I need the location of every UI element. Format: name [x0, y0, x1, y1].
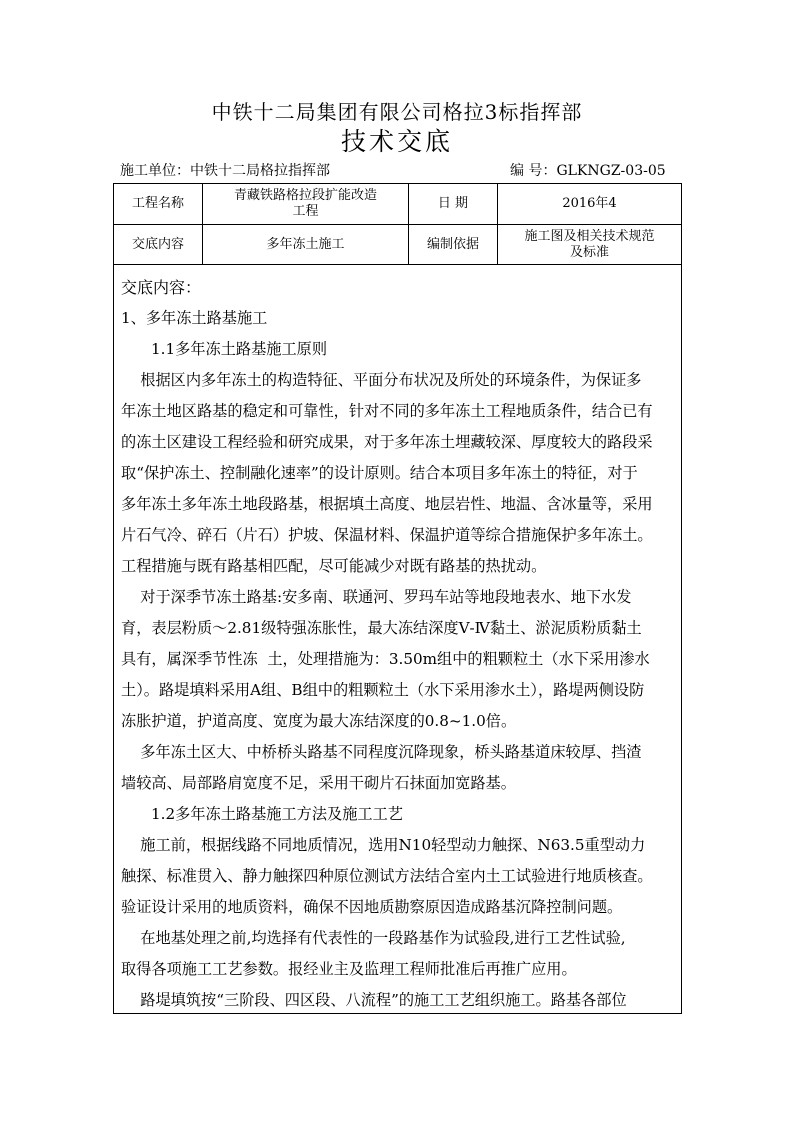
- date-value: 2016年4: [498, 184, 682, 225]
- construction-unit-label: 施工单位：中铁十二局格拉指挥部: [120, 163, 330, 179]
- basis-label: 编制依据: [409, 225, 498, 265]
- info-row-project: [114, 184, 682, 225]
- basis-line1: 施工图及相关技术规范: [524, 228, 655, 244]
- content-label: 交底内容: [114, 225, 203, 265]
- document-title: 技术交底: [340, 127, 453, 156]
- project-name-line1: 青藏铁路格拉段扩能改造: [233, 188, 377, 203]
- date-label: 日 期: [409, 184, 498, 225]
- info-table: [113, 183, 682, 265]
- paragraph-line: 土）。路堤填料采用A组、B组中的粗颗粒土（水下采用渗水土），路堤两侧设防: [121, 681, 645, 699]
- paragraph-line: 具有，属深季节性冻 土，处理措施为：3.50m组中的粗颗粒土（水下采用渗水: [121, 650, 650, 668]
- paragraph-line: 取“保护冻土、控制融化速率”的设计原则。结合本项目多年冻土的特征，对于: [121, 464, 638, 482]
- paragraph-line: 墙较高、局部路肩宽度不足，采用干砌片石抹面加宽路基。: [121, 774, 516, 792]
- project-name-value: [203, 184, 409, 225]
- project-name-line2: 工程: [292, 204, 319, 219]
- project-name-label: 工程名称: [114, 184, 203, 225]
- paragraph-line: 冻胀护道，护道高度、宽度为最大冻结深度的0.8~1.0倍。: [121, 712, 517, 730]
- organization-title: 中铁十二局集团有限公司格拉3标指挥部: [211, 100, 583, 124]
- paragraph-line: 对于深季节冻土路基:安多南、联通河、罗玛车站等地段地表水、地下水发: [121, 588, 632, 606]
- paragraph-line: 育，表层粉质～2.81级特强冻胀性，最大冻结深度Ⅴ-Ⅳ黏土、淤泥质粉质黏土: [121, 619, 642, 637]
- basis-line2: 及标准: [569, 244, 609, 260]
- paragraph-line: 触探、标准贯入、静力触探四种原位测试方法结合室内土工试验进行地质核查。: [121, 867, 653, 885]
- disclosure-content: [121, 272, 675, 1016]
- paragraph-line: 施工前，根据线路不同地质情况，选用N10轻型动力触探、N63.5重型动力: [121, 836, 646, 854]
- subsection-heading-1-2: 1.2多年冻土路基施工方法及施工工艺: [151, 805, 403, 823]
- paragraph-line: 取得各项施工工艺参数。报经业主及监理工程师批准后再推广应用。: [121, 960, 577, 978]
- basis-value: [498, 225, 682, 265]
- content-heading: 交底内容：: [121, 278, 202, 297]
- paragraph-line: 的冻土区建设工程经验和研究成果，对于多年冻土埋藏较深、厚度较大的路段采: [121, 433, 653, 451]
- paragraph-line: 年冻土地区路基的稳定和可靠性，针对不同的多年冻土工程地质条件，结合已有: [121, 402, 653, 420]
- paragraph-line: 工程措施与既有路基相匹配，尽可能减少对既有路基的热扰动。: [121, 557, 547, 575]
- subsection-heading-1-1: 1.1多年冻土路基施工原则: [151, 340, 328, 358]
- paragraph-line: 多年冻土多年冻土地段路基，根据填土高度、地层岩性、地温、含冰量等，采用: [121, 495, 653, 513]
- paragraph-line: 片石气冷、碎石（片石）护坡、保温材料、保温护道等综合措施保护多年冻土。: [121, 526, 653, 544]
- document-number-label: 编 号：GLKNGZ-03-05: [510, 163, 666, 179]
- paragraph-line: 根据区内多年冻土的构造特征、平面分布状况及所处的环境条件，为保证多: [121, 371, 642, 389]
- paragraph-line: 验证设计采用的地质资料，确保不因地质勘察原因造成路基沉降控制问题。: [121, 898, 623, 916]
- section-heading-1: 1、多年冻土路基施工: [121, 309, 268, 327]
- content-value: 多年冻土施工: [203, 225, 409, 265]
- paragraph-line: 路堤填筑按“三阶段、四区段、八流程”的施工工艺组织施工。路基各部位: [121, 991, 627, 1009]
- paragraph-line: 多年冻土区大、中桥桥头路基不同程度沉降现象，桥头路基道床较厚、挡渣: [121, 743, 642, 761]
- paragraph-line: 在地基处理之前,均选择有代表性的一段路基作为试验段,进行工艺性试验,: [121, 929, 626, 947]
- info-row-content: [114, 225, 682, 265]
